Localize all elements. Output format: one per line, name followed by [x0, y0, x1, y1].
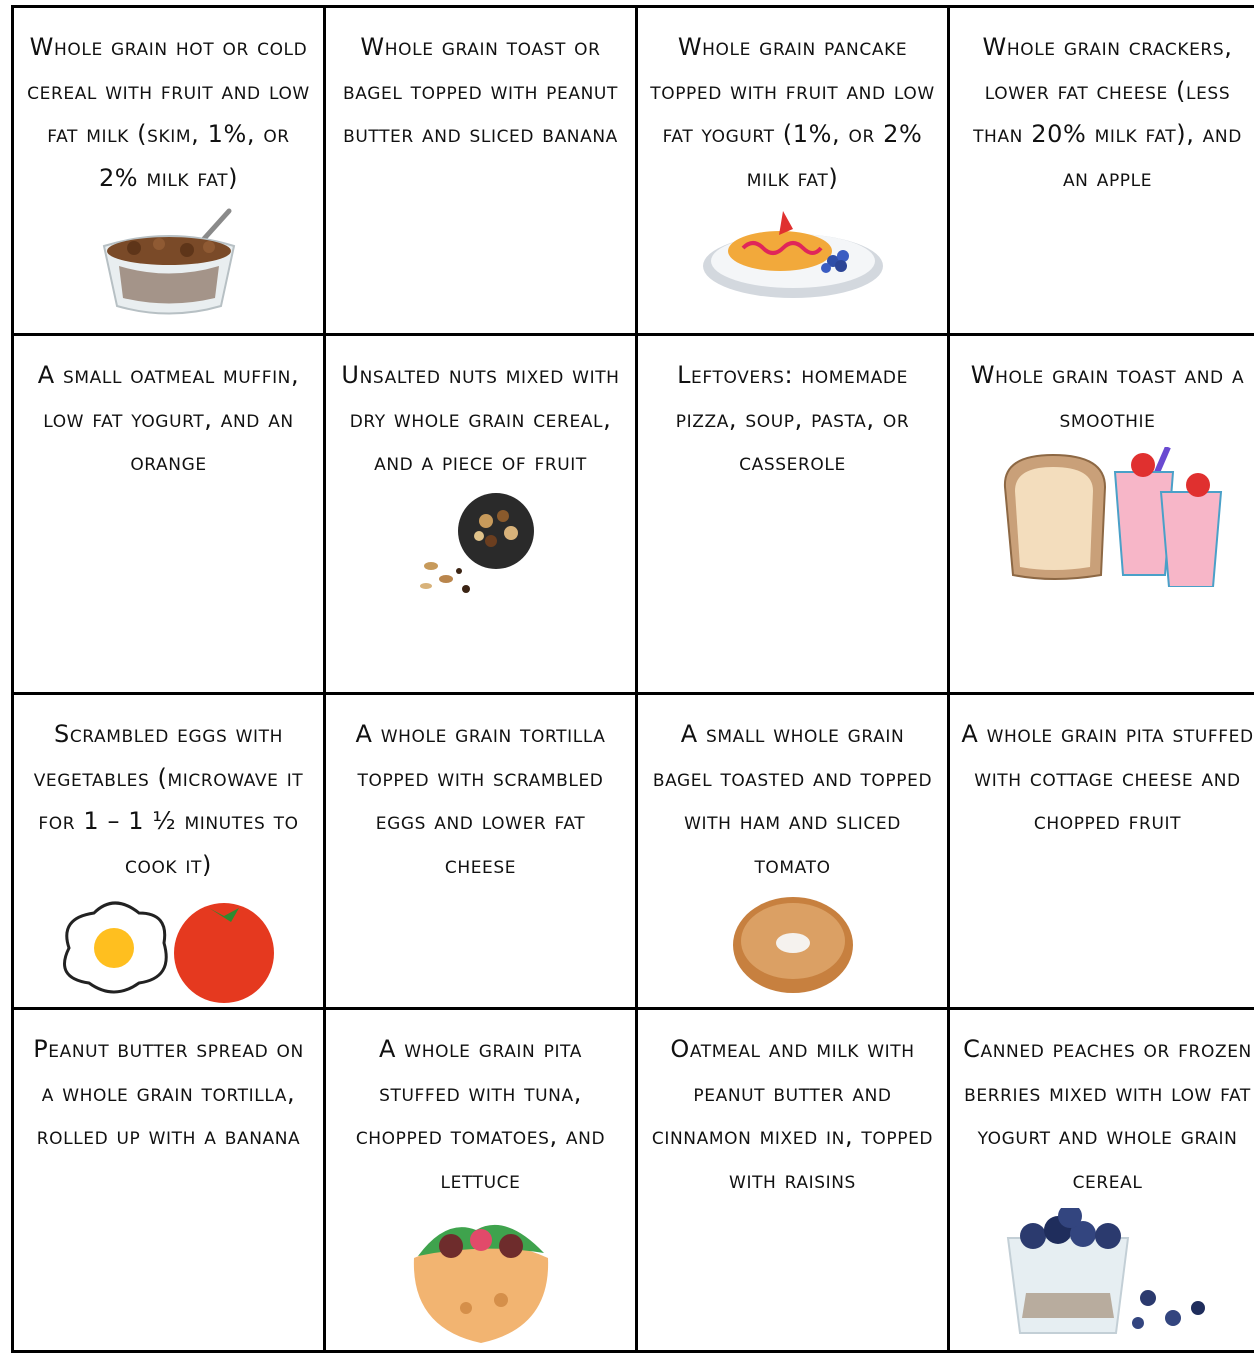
cell-text: Whole grain hot or cold cereal with fruit and low fat milk (skim, 1%, or 2% milk fat) — [27, 33, 310, 192]
cell-text: Scrambled eggs with vegetables (microwave it for 1 – 1 ½ minutes to cook it) — [33, 720, 304, 879]
cereal-bowl-icon — [89, 206, 249, 321]
bagel-icon — [728, 893, 858, 998]
grid-cell — [949, 1009, 1254, 1352]
cell-text: A small whole grain bagel toasted and topped with ham and sliced tomato — [652, 720, 933, 879]
cell-text: A whole grain pita stuffed with cottage cheese and chopped fruit — [961, 720, 1254, 835]
cell-text: Whole grain crackers, lower fat cheese (less than 20% milk fat), and an apple — [973, 33, 1242, 192]
grid-cell — [13, 335, 325, 694]
grid-row — [13, 694, 1254, 1009]
cell-text: Unsalted nuts mixed with dry whole grain cereal, and a piece of fruit — [341, 361, 620, 476]
cell-text: Peanut butter spread on a whole grain tortilla, rolled up with a banana — [33, 1035, 304, 1150]
nut-bowl-icon — [411, 491, 551, 596]
cell-text: Oatmeal and milk with peanut butter and cinnamon mixed in, topped with raisins — [651, 1035, 934, 1194]
cell-text: A whole grain pita stuffed with tuna, chopped tomatoes, and lettuce — [355, 1035, 606, 1194]
grid-cell — [13, 7, 325, 335]
cell-text: A small oatmeal muffin, low fat yogurt, and an orange — [37, 361, 300, 476]
cell-text: A whole grain tortilla topped with scrambled eggs and lower fat cheese — [355, 720, 606, 879]
pancake-plate-icon — [698, 206, 888, 301]
grid-cell — [949, 694, 1254, 1009]
grid-cell — [637, 7, 949, 335]
grid-cell — [13, 1009, 325, 1352]
grid-cell — [13, 694, 325, 1009]
cell-text: Canned peaches or frozen berries mixed with low fat yogurt and whole grain cereal — [963, 1035, 1252, 1194]
grid-cell — [325, 694, 637, 1009]
cell-text: Whole grain toast or bagel topped with peanut butter and sliced banana — [343, 33, 618, 148]
egg-and-tomato-icon — [54, 893, 284, 1003]
cell-text: Leftovers: homemade pizza, soup, pasta, or casserole — [675, 361, 910, 476]
grid-cell — [949, 7, 1254, 335]
grid-cell — [637, 335, 949, 694]
cell-text: Whole grain toast and a smoothie — [970, 361, 1245, 433]
grid-cell — [325, 7, 637, 335]
blueberry-cup-icon — [998, 1208, 1218, 1338]
toast-and-smoothie-icon — [993, 447, 1223, 587]
grid-row — [13, 7, 1254, 335]
grid-cell — [637, 1009, 949, 1352]
cell-text: Whole grain pancake topped with fruit and low fat yogurt (1%, or 2% milk fat) — [650, 33, 935, 192]
grid-row — [13, 1009, 1254, 1352]
grid-cell — [949, 335, 1254, 694]
grid-cell — [325, 1009, 637, 1352]
grid-cell — [637, 694, 949, 1009]
breakfast-ideas-grid — [11, 5, 1254, 1353]
grid-cell — [325, 335, 637, 694]
stuffed-pita-icon — [406, 1208, 556, 1348]
grid-row — [13, 335, 1254, 694]
